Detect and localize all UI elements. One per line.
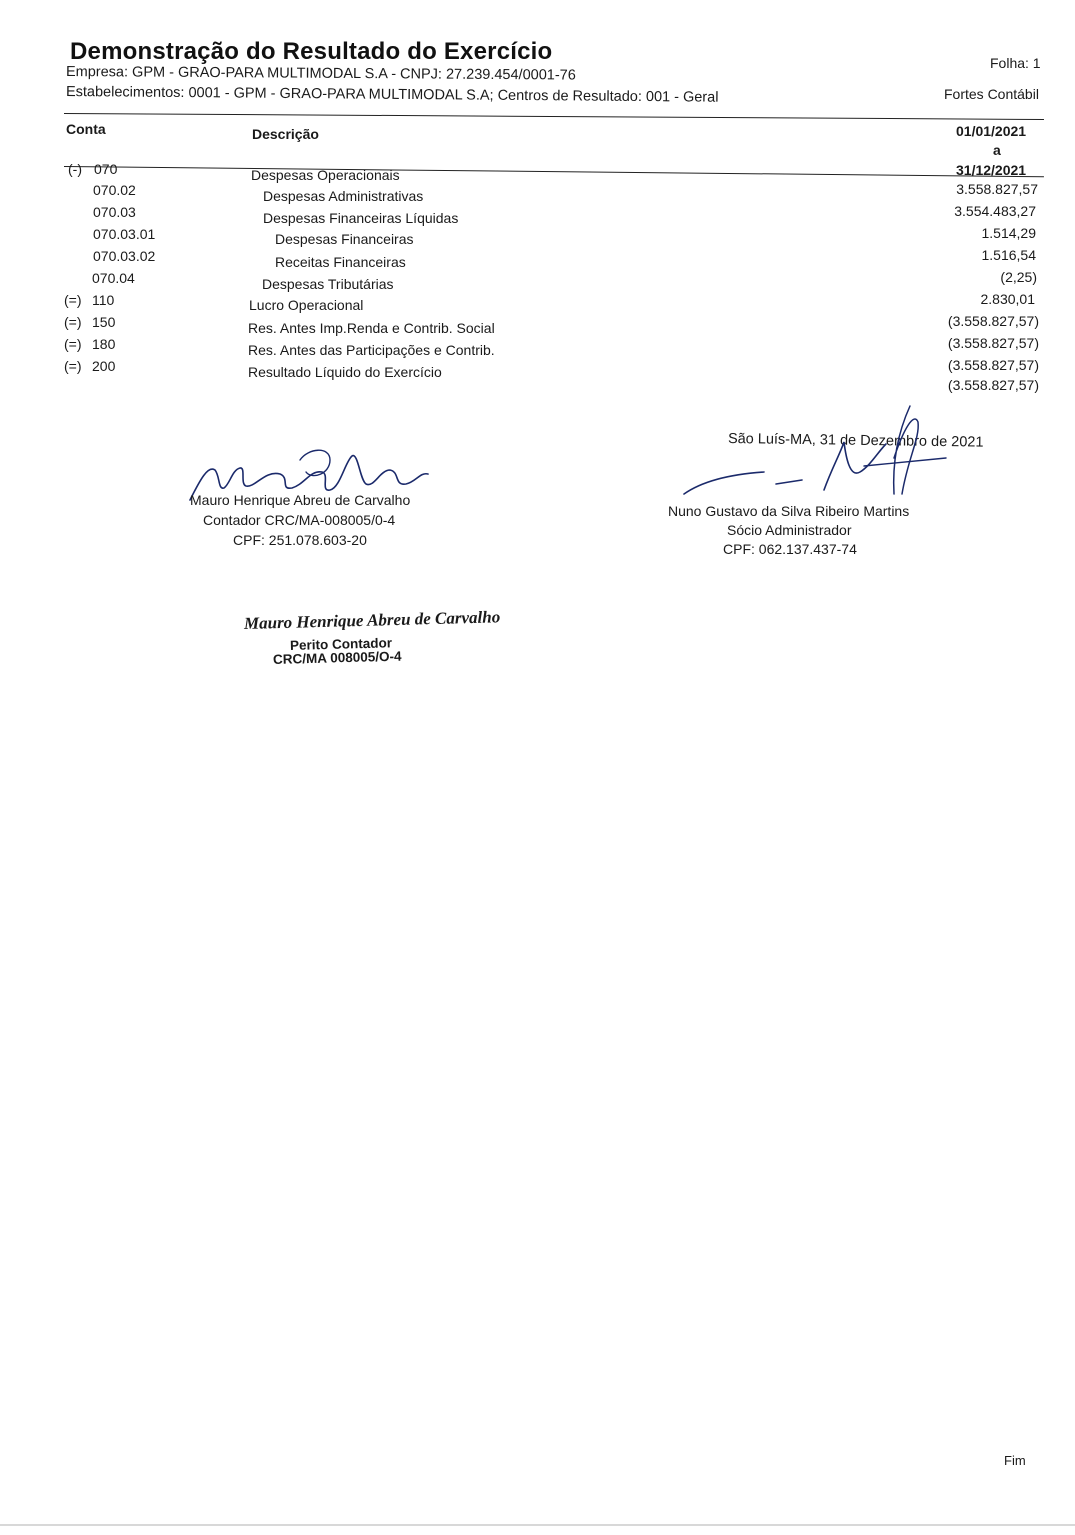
row-code: 070 [94,161,118,177]
row-value: 3.558.827,57 [956,181,1038,197]
row-value: (2,25) [1000,269,1037,285]
row-description: Despesas Financeiras [275,231,414,247]
row-sign: (-) [68,161,82,177]
signer-right-name: Nuno Gustavo da Silva Ribeiro Martins [668,503,910,519]
row-value: (3.558.827,57) [947,377,1039,393]
row-value: 1.516,54 [981,247,1036,263]
row-code: 070.02 [93,182,136,198]
row-code: 110 [92,292,115,308]
row-value: 2.830,01 [980,291,1035,307]
document-title: Demonstração do Resultado do Exercício [70,38,553,65]
signature-right-stroke [894,406,919,494]
end-mark: Fim [1004,1453,1026,1468]
place-date: São Luís-MA, 31 de Dezembro de 2021 [727,431,984,451]
row-sign: (=) [64,358,82,374]
establishment-line: Estabelecimentos: 0001 - GPM - GRAO-PARA MULTIMODAL S.A; Centros de Resultado: 001 - Geral [65,84,719,106]
period-start: 01/01/2021 [956,123,1027,139]
period-end: 31/12/2021 [956,162,1027,178]
row-value: (3.558.827,57) [947,335,1039,351]
row-description: Res. Antes Imp.Renda e Contrib. Social [248,320,495,336]
software-name: Fortes Contábil [944,86,1039,102]
page-number: Folha: 1 [990,55,1041,71]
row-code: 070.03 [93,204,136,220]
stamp-name: Mauro Henrique Abreu de Carvalho [243,607,501,633]
statement-table [0,0,1075,400]
signature-right-stroke [776,480,802,484]
scan-edge-line [0,1524,1075,1526]
signature-right-stroke [864,458,946,466]
column-header-conta: Conta [66,121,106,137]
signature-right-stroke [824,442,886,490]
row-description: Despesas Operacionais [251,167,400,183]
row-code: 150 [92,314,116,330]
stamp-role: Perito Contador [289,635,393,653]
row-code: 180 [92,336,116,352]
row-value: (3.558.827,57) [947,357,1039,373]
row-description: Despesas Tributárias [262,276,394,292]
table-row [0,161,1075,181]
period-separator: a [993,142,1001,158]
row-code: 070.03.01 [93,226,156,242]
row-code: 070.03.02 [93,248,156,264]
row-description: Res. Antes das Participações e Contrib. [248,342,495,358]
row-description: Despesas Administrativas [263,188,424,204]
row-sign: (=) [64,336,82,352]
signature-left-stroke [300,450,330,475]
row-description: Despesas Financeiras Líquidas [263,210,459,226]
row-value: 1.514,29 [981,225,1036,241]
signer-left-name: Mauro Henrique Abreu de Carvalho [190,492,411,508]
signer-left-role: Contador CRC/MA-008005/0-4 [203,512,396,528]
row-sign: (=) [64,292,82,308]
row-description: Lucro Operacional [249,297,364,313]
row-sign: (=) [64,314,82,330]
row-description: Receitas Financeiras [275,254,406,270]
stamp-crc: CRC/MA 008005/O-4 [272,648,402,667]
row-code: 200 [92,358,116,374]
signer-left-cpf: CPF: 251.078.603-20 [233,532,367,548]
signer-right-role: Sócio Administrador [727,522,852,538]
signature-right-stroke [684,472,764,494]
signature-right-image [664,398,964,508]
row-value: 3.554.483,27 [954,203,1036,219]
row-description: Resultado Líquido do Exercício [248,364,442,380]
column-header-descricao: Descrição [252,126,319,142]
company-line: Empresa: GPM - GRAO-PARA MULTIMODAL S.A - CNPJ: 27.239.454/0001-76 [65,64,576,84]
signer-right-cpf: CPF: 062.137.437-74 [723,541,857,557]
row-value: (3.558.827,57) [947,313,1039,329]
row-code: 070.04 [92,270,135,286]
